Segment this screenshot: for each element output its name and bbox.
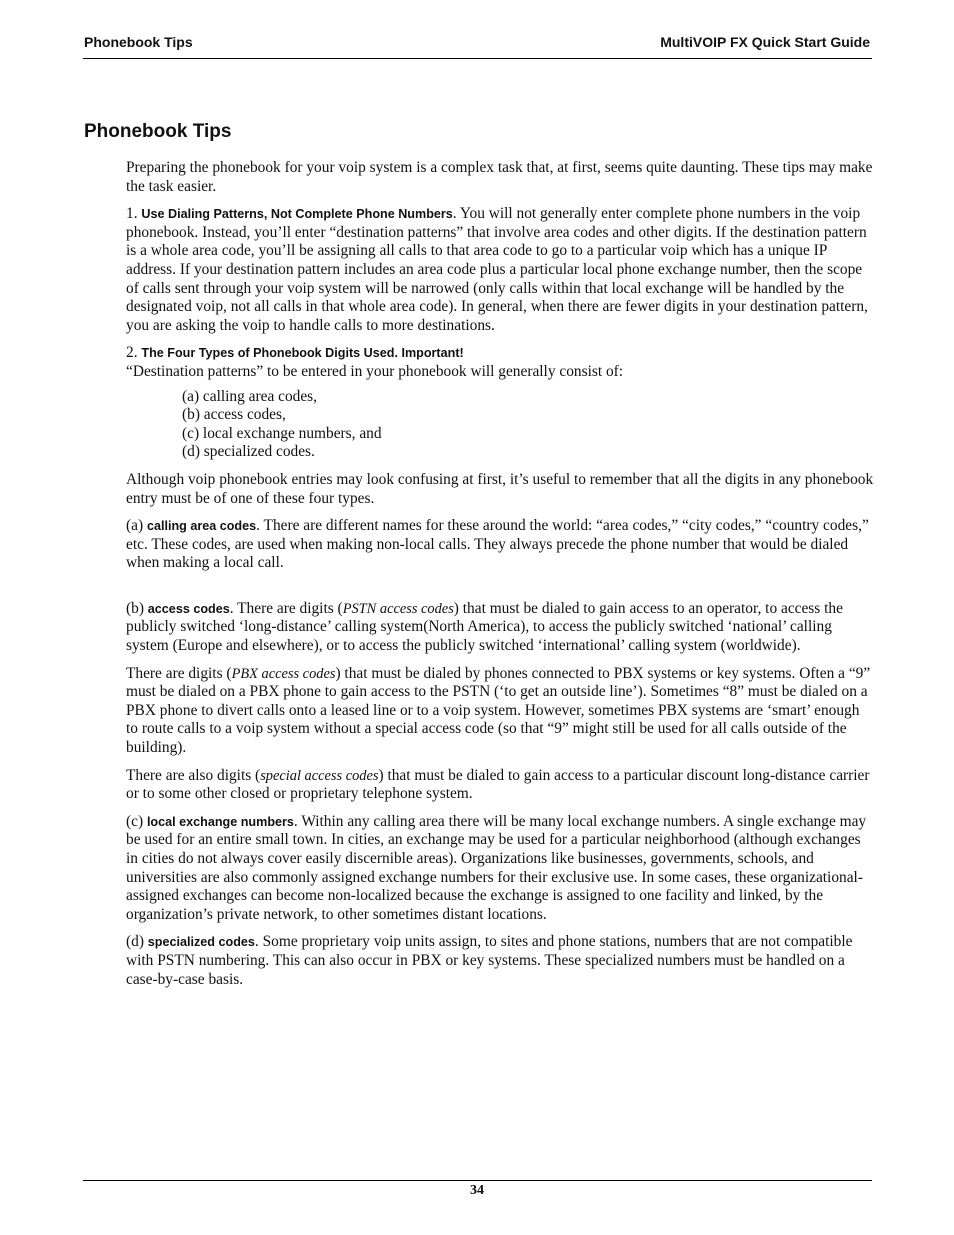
tip-2-number: 2. xyxy=(126,344,142,362)
specialized-codes-paragraph xyxy=(126,933,874,989)
intro-paragraph: Preparing the phonebook for your voip system is a complex task that, at first, seems quite daunting. These tips may make the task easier. xyxy=(126,159,873,195)
section-d-term: specialized codes xyxy=(147,935,255,950)
section-a-text: . There are different names for these around the world: “area codes,” “city codes,” “country codes,” etc. These codes, are used when making non-local calls. They always precede the phone number that would be dialed when making a local call. xyxy=(126,517,869,572)
local-exchange-numbers-paragraph xyxy=(126,813,874,925)
main-content xyxy=(126,159,874,998)
tip-2-summary: Although voip phonebook entries may look confusing at first, it’s useful to remember that all the digits in any phonebook entry must be of one of these four types. xyxy=(126,470,874,507)
section-b-term: access codes xyxy=(147,601,230,616)
section-a-prefix: (a) xyxy=(126,517,147,535)
tip-1-paragraph xyxy=(126,205,874,335)
tip-1-heading: Use Dialing Patterns, Not Complete Phone Numbers xyxy=(141,207,453,222)
section-b-text-2: ) that must be dialed to gain access to an operator, to access the publicly switched ‘long-distance’ calling system(North America), to access the publicly switched ‘national’ calling system (Europe and elsewhere), or to access the publicly switched ‘international’ calling system (worldwide). xyxy=(126,599,843,655)
page-header xyxy=(83,34,872,59)
pbx-italic-term: PBX access codes xyxy=(231,665,336,682)
tip-1-text: . You will not generally enter complete phone numbers in the voip phonebook. Instead, you’ll enter “destination patterns” that involve area codes and other digits. If the destination pattern is a whole area code, you’ll be assigning all calls to that area code to go to a particular voip which has a unique IP address. If your destination pattern includes an area code plus a particular local phone exchange number, then the scope of calls sent through your voip system will be narrowed (only calls within that local exchange will be handled by the designated voip, not all calls in that whole area code). In general, when there are fewer digits in your destination pattern, you are asking the voip to handle calls to more destinations. xyxy=(126,205,868,334)
list-item: (d) specialized codes. xyxy=(182,443,315,461)
list-item: (a) calling area codes, xyxy=(182,387,318,405)
list-item: (b) access codes, xyxy=(182,406,286,424)
footer-divider xyxy=(83,1180,872,1181)
list-item: (c) local exchange numbers, and xyxy=(182,424,382,442)
header-document-title: MultiVOIP FX Quick Start Guide xyxy=(660,34,870,50)
section-b-text-1: . There are digits ( xyxy=(229,599,343,617)
section-c-text: . Within any calling area there will be many local exchange numbers. A single exchange may be used for an entire small town. In cities, an exchange may be used for a particular neighborhood (although exchanges in cities do not always cover easily discernible areas). Organizations like businesses, governments, schools, and universities are also commonly assigned exchange numbers for their exclusive use. In some cases, these organizational-assigned exchanges can become non-localized because the exchange is assigned to one facility and linked, by the organization’s private network, to other sometimes distant locations. xyxy=(126,812,867,923)
access-codes-paragraph xyxy=(126,600,874,656)
special-text-pre: There are also digits ( xyxy=(126,766,261,784)
tip-2-lead: “Destination patterns” to be entered in your phonebook will generally consist of: xyxy=(126,362,624,380)
page-number: 34 xyxy=(470,1183,484,1198)
header-section-title: Phonebook Tips xyxy=(84,34,193,50)
pbx-access-codes-paragraph xyxy=(126,665,874,758)
calling-area-codes-paragraph xyxy=(126,517,874,573)
digit-types-list xyxy=(182,388,874,462)
page-title: Phonebook Tips xyxy=(84,121,232,142)
section-d-prefix: (d) xyxy=(126,933,148,951)
section-b-italic-term: PSTN access codes xyxy=(342,600,454,617)
tip-2-heading: The Four Types of Phonebook Digits Used. Important! xyxy=(141,346,464,361)
section-c-prefix: (c) xyxy=(126,812,147,830)
special-access-codes-paragraph xyxy=(126,767,874,804)
pbx-text-pre: There are digits ( xyxy=(126,664,232,682)
tip-1-number: 1. xyxy=(126,205,142,223)
section-c-term: local exchange numbers xyxy=(146,814,294,829)
special-text-post: ) that must be dialed to gain access to a particular discount long-distance carrier or to some other closed or proprietary telephone system. xyxy=(126,766,870,803)
section-a-term: calling area codes xyxy=(146,519,257,534)
special-italic-term: special access codes xyxy=(260,767,379,784)
section-b-prefix: (b) xyxy=(126,599,148,617)
section-d-text: . Some proprietary voip units assign, to sites and phone stations, numbers that are not compatible with PSTN numbering. This can also occur in PBX or key systems. These specialized numbers must be handled on a case-by-case basis. xyxy=(126,933,853,988)
pbx-text-post: ) that must be dialed by phones connected to PBX systems or key systems. Often a “9” must be dialed on a PBX phone to gain access to the PSTN (‘to get an outside line’). Sometimes “8” must be dialed on a PBX phone to divert calls onto a leased line or to a voip system. However, sometimes PBX systems are ‘smart’ enough to route calls to a voip system without a special access code (so that “9” might still be used for all calls outside of the building). xyxy=(126,664,871,757)
tip-2-heading-line xyxy=(126,344,874,363)
